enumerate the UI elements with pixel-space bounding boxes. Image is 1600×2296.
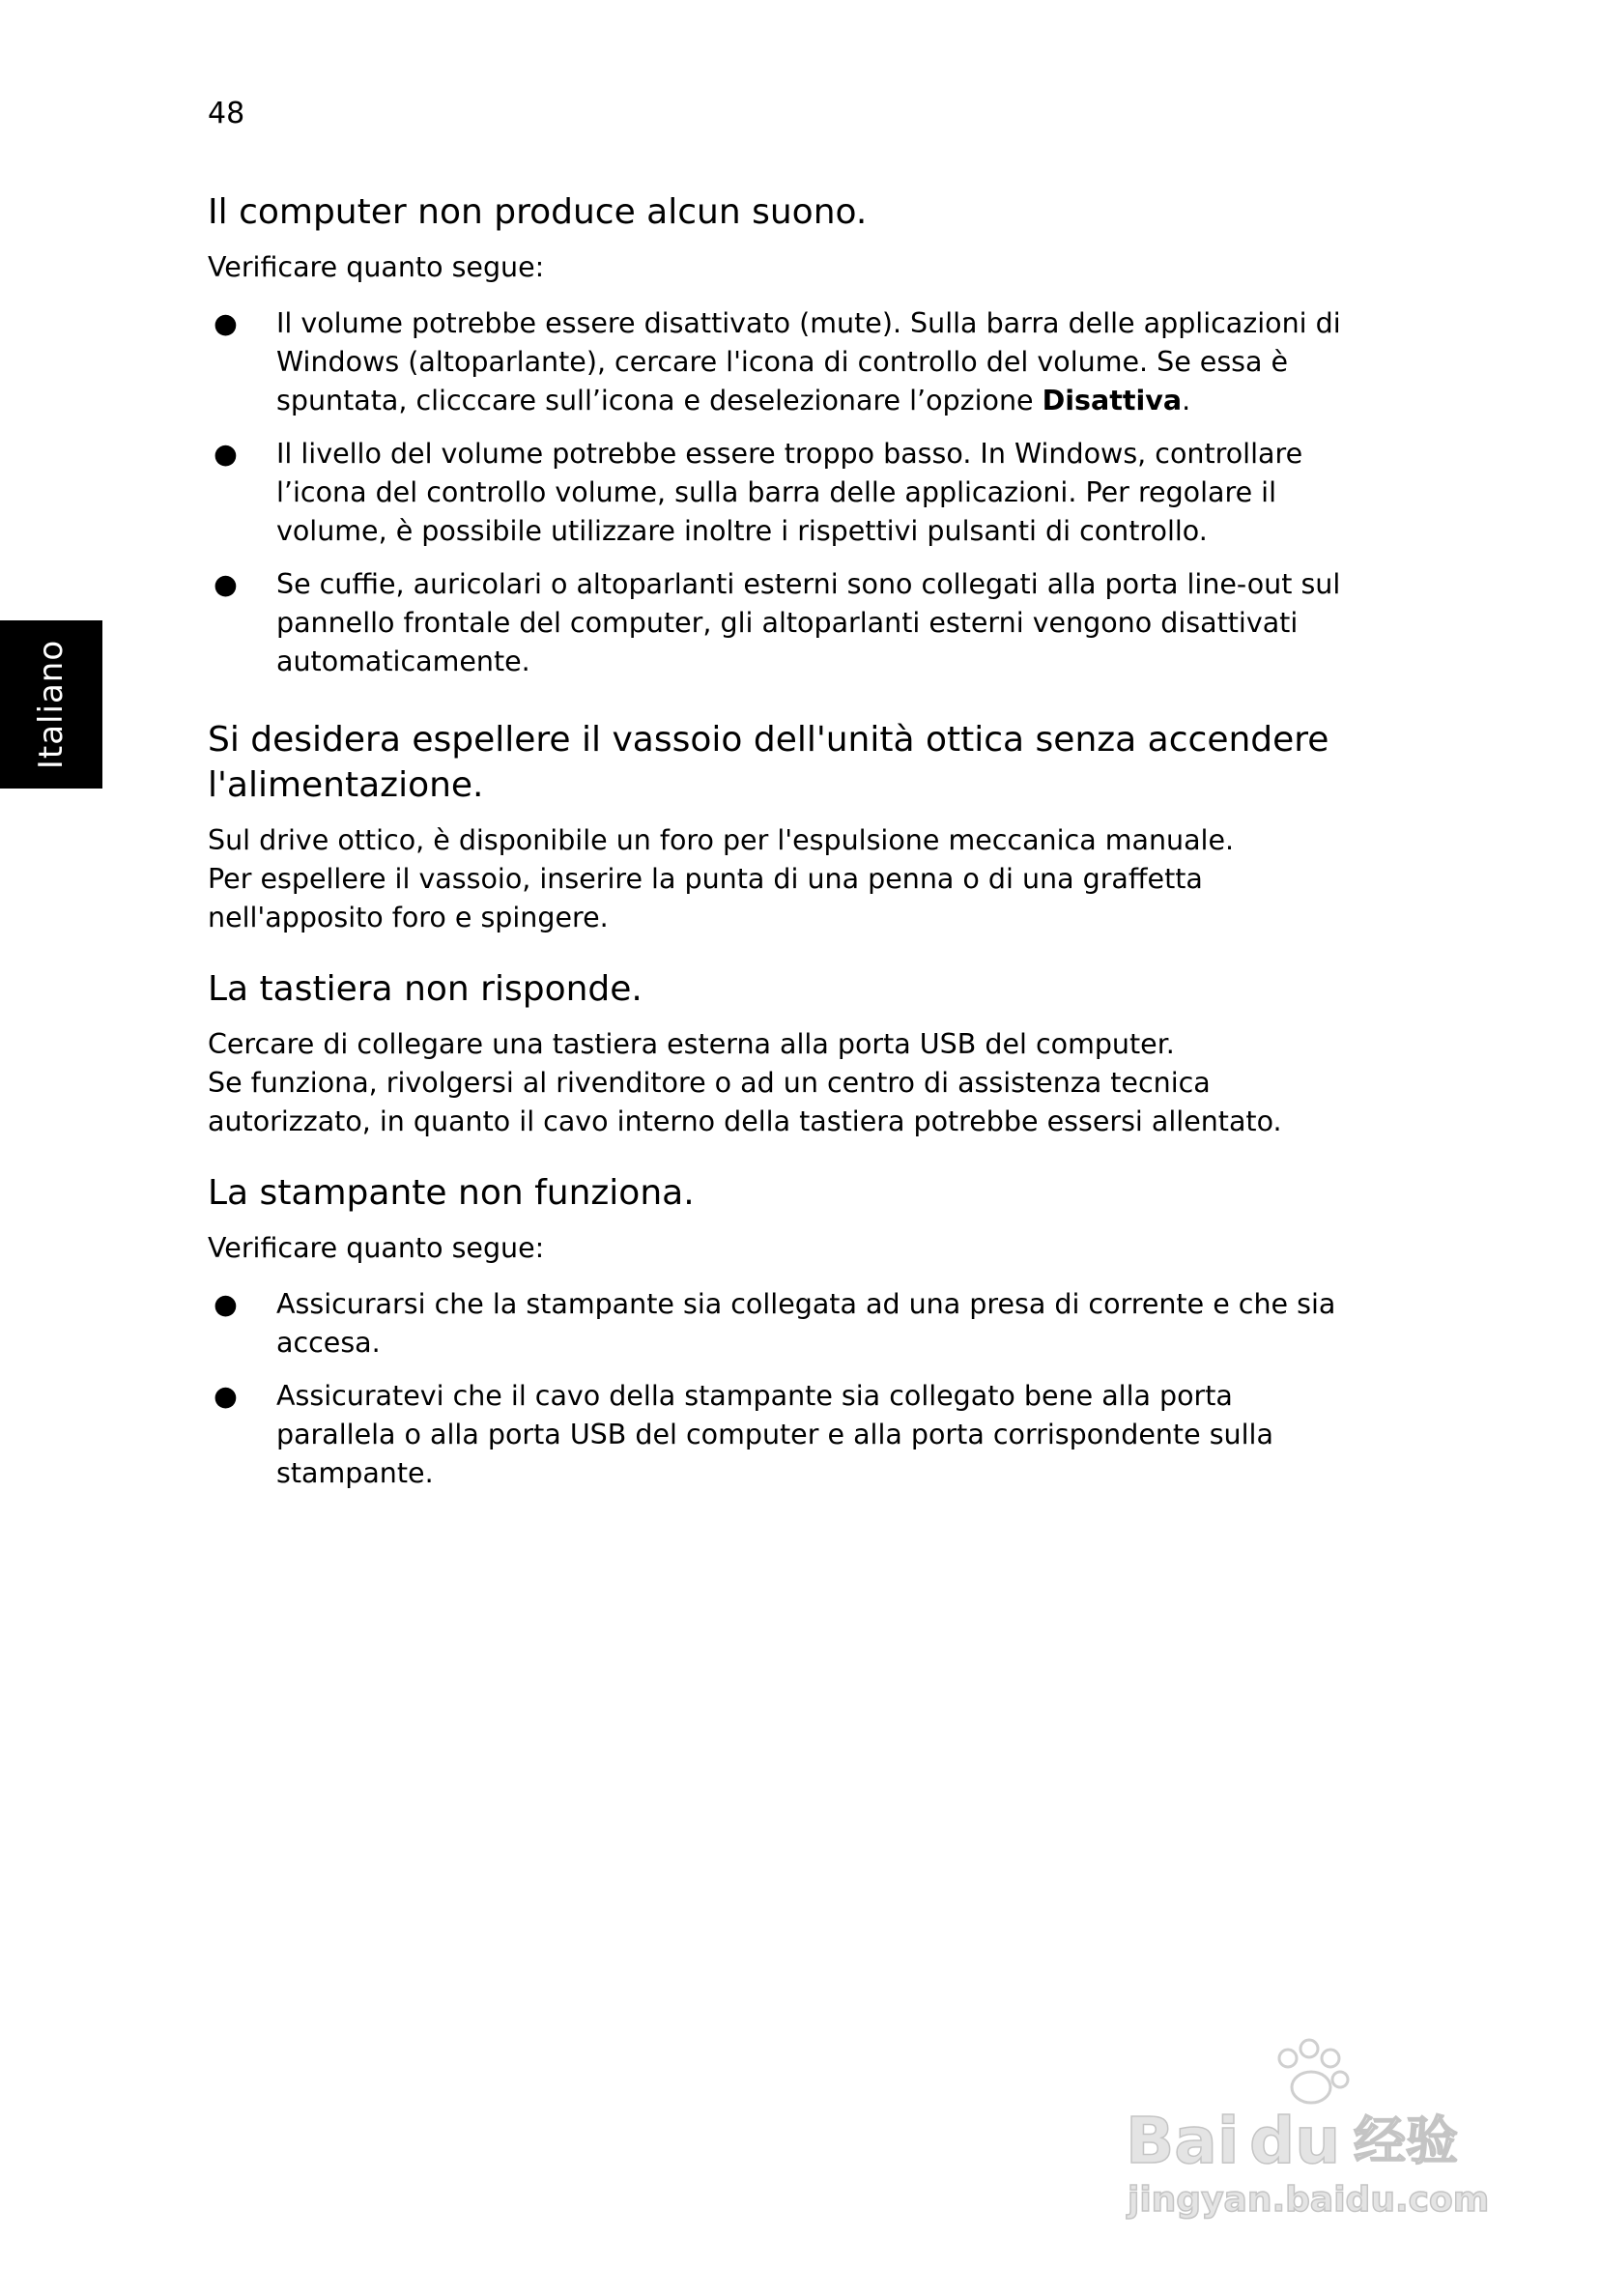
- list-item-text: Il volume potrebbe essere disattivato (mute). Sulla barra delle applicazioni di Windows (altoparlante), cercare l'icona di controllo del volume. Se essa è spuntata, clicccare sull’icona e deselezionare l’opzione: [276, 307, 1341, 416]
- list-item-text: Assicuratevi che il cavo della stampante sia collegato bene alla porta parallela o alla porta USB del computer e alla porta corrispondente sulla stampante.: [276, 1380, 1273, 1489]
- language-side-tab: [0, 620, 102, 789]
- paragraph-line: Per espellere il vassoio, inserire la punta di una penna o di una graffetta nell'apposito foro e spingere.: [208, 863, 1203, 933]
- paragraph-line: Cercare di collegare una tastiera esterna alla porta USB del computer.: [208, 1028, 1175, 1060]
- bullet-icon: ●: [214, 307, 238, 339]
- section-heading-no-sound: Il computer non produce alcun suono.: [208, 192, 868, 232]
- section-intro: Verificare quanto segue:: [208, 251, 545, 283]
- svg-text:du: du: [1249, 2104, 1341, 2178]
- section-intro: Verificare quanto segue:: [208, 1232, 545, 1264]
- svg-text:jingyan.baidu.com: jingyan.baidu.com: [1128, 2180, 1490, 2220]
- paw-toe-icon: [1332, 2072, 1348, 2087]
- paw-toe-icon: [1322, 2050, 1339, 2067]
- document-content: [208, 189, 1357, 1507]
- paw-pad-icon: [1292, 2072, 1330, 2103]
- list-item-text: Assicurarsi che la stampante sia collegata ad una presa di corrente e che sia accesa.: [276, 1288, 1336, 1359]
- list-item-text-end: .: [1182, 385, 1191, 416]
- list-item-text: Il livello del volume potrebbe essere troppo basso. In Windows, controllare l’icona del controllo volume, sulla barra delle applicazioni. Per regolare il volume, è possibile utilizzare inoltre i rispettivi pulsanti di controllo.: [276, 438, 1303, 547]
- bullet-icon: ●: [214, 568, 238, 600]
- svg-text:经验: 经验: [1354, 2110, 1458, 2171]
- bullet-list: [208, 304, 1357, 681]
- section-heading-printer: La stampante non funziona.: [208, 1173, 695, 1213]
- svg-text:Bai: Bai: [1126, 2104, 1240, 2178]
- section-heading-keyboard: La tastiera non risponde.: [208, 969, 643, 1009]
- language-side-tab-label: Italiano: [32, 639, 71, 770]
- page-number: 48: [208, 97, 245, 130]
- paragraph-line: Se funziona, rivolgersi al rivenditore o ad un centro di assistenza tecnica autorizzato, in quanto il cavo interno della tastiera potrebbe essersi allentato.: [208, 1067, 1282, 1137]
- list-item-text: Se cuffie, auricolari o altoparlanti esterni sono collegati alla porta line-out sul pannello frontale del computer, gli altoparlanti esterni vengono disattivati automaticamente.: [276, 568, 1341, 677]
- bullet-icon: ●: [214, 438, 238, 470]
- list-item: [208, 1377, 1357, 1493]
- list-item: [208, 1285, 1357, 1363]
- list-item: [208, 304, 1357, 420]
- paragraph-line: Sul drive ottico, è disponibile un foro per l'espulsione meccanica manuale.: [208, 824, 1235, 856]
- bullet-list: [208, 1285, 1357, 1493]
- section-heading-eject-tray: Si desidera espellere il vassoio dell'unità ottica senza accendere l'alimentazione.: [208, 720, 1329, 805]
- baidu-jingyan-watermark-logo: [1126, 2029, 1502, 2223]
- option-label-disattiva: Disattiva: [1042, 385, 1183, 416]
- bullet-icon: ●: [214, 1288, 238, 1320]
- paw-toe-icon: [1279, 2050, 1297, 2067]
- paw-toe-icon: [1300, 2040, 1318, 2057]
- bullet-icon: ●: [214, 1380, 238, 1412]
- list-item: [208, 565, 1357, 681]
- list-item: [208, 435, 1357, 551]
